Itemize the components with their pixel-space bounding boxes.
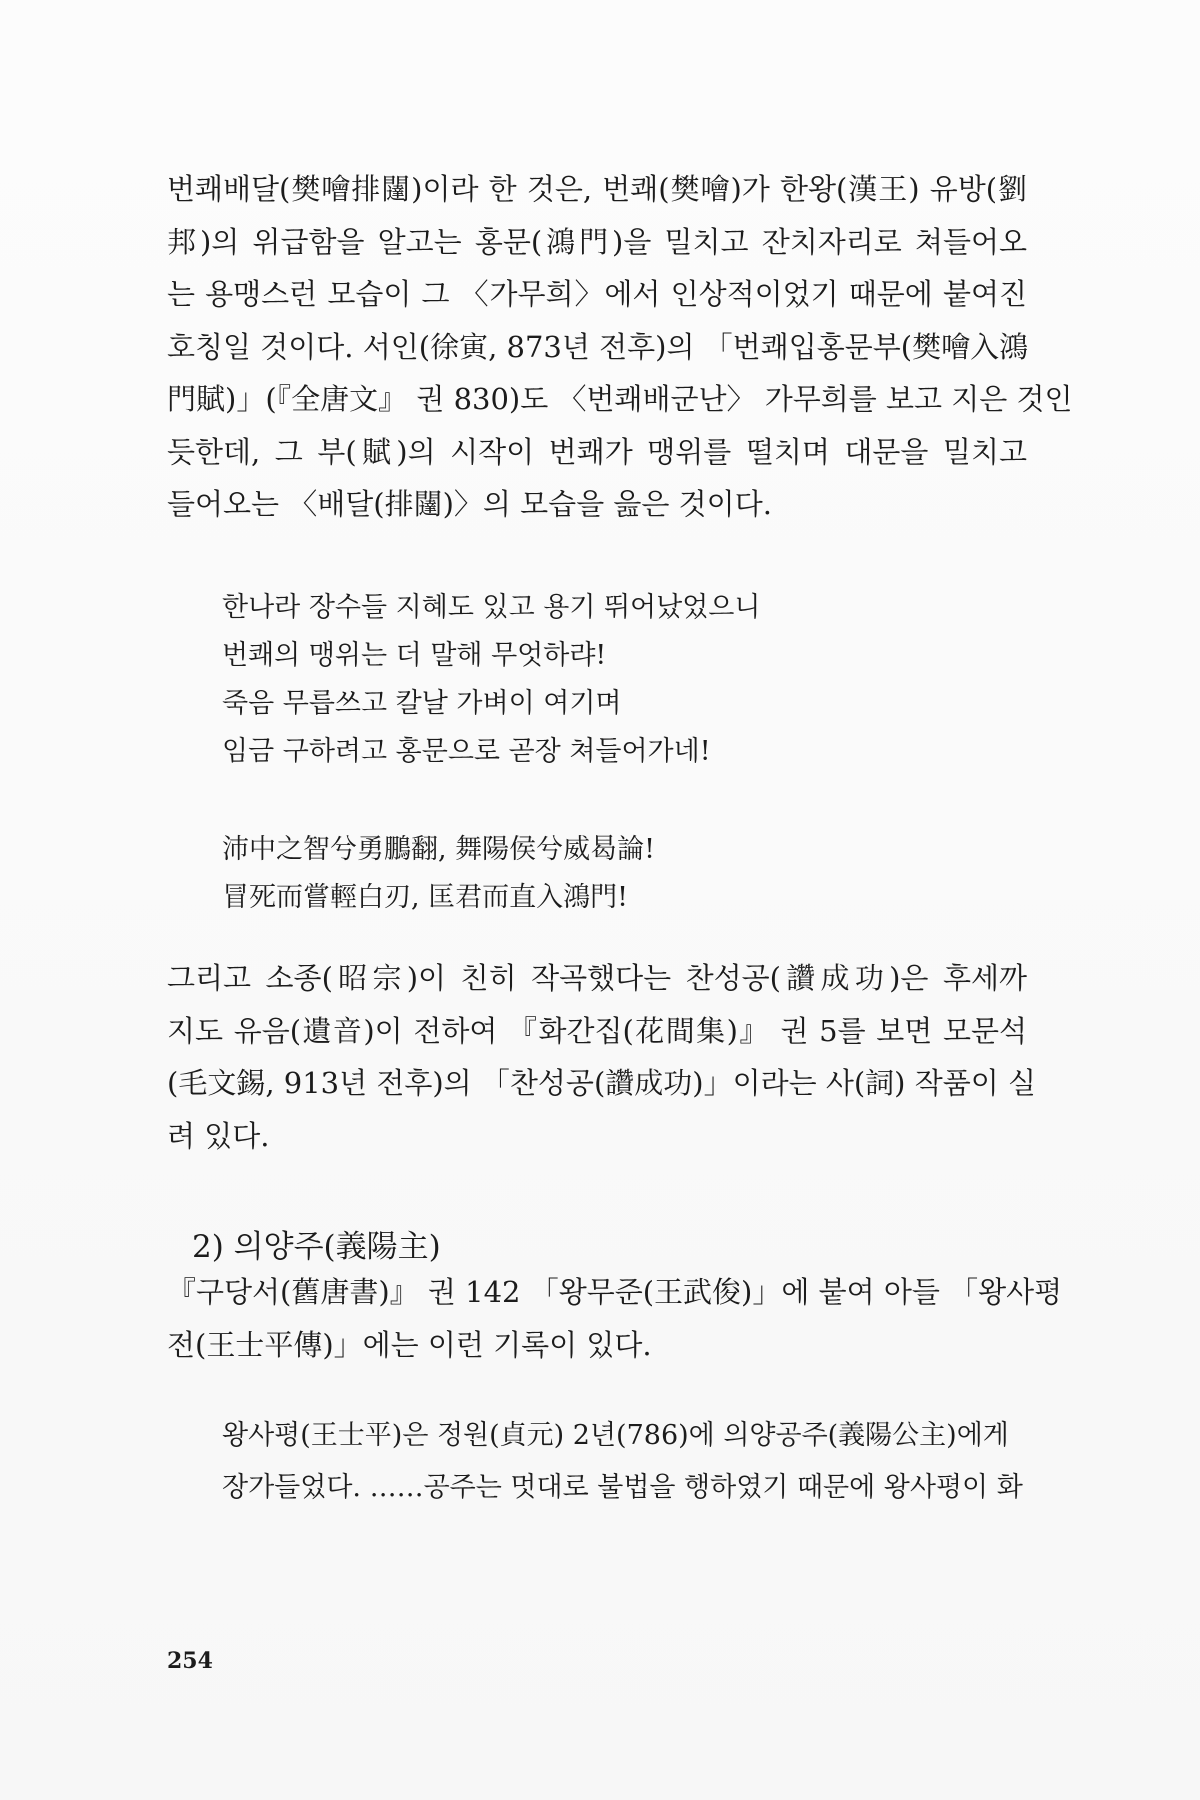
verse-line: 번쾌의 맹위는 더 말해 무엇하랴! — [222, 640, 607, 671]
block-quote — [222, 1410, 1027, 1514]
paragraph-line: 전(王士平傳)」에는 이런 기록이 있다. — [167, 1327, 652, 1362]
paragraph-line: 번쾌배달(樊噲排闥)이라 한 것은, 번쾌(樊噲)가 한왕(漢王) 유방(劉 — [167, 172, 1027, 206]
verse-line: 沛中之智兮勇鵬翻, 舞陽侯兮威曷論! — [222, 834, 656, 865]
paragraph-line: 들어오는 〈배달(排闥)〉의 모습을 읊은 것이다. — [167, 487, 772, 521]
paragraph-line: 지도 유음(遺音)이 전하여 『화간집(花間集)』 권 5를 보면 모문석 — [167, 1013, 1027, 1048]
paragraph-line: 듯한데, 그 부(賦)의 시작이 번쾌가 맹위를 떨치며 대문을 밀치고 — [167, 434, 1027, 469]
paragraph-line: 그리고 소종(昭宗)이 친히 작곡했다는 찬성공(讚成功)은 후세까 — [167, 961, 1027, 995]
page-number: 254 — [167, 1648, 213, 1674]
verse-line: 한나라 장수들 지혜도 있고 용기 뛰어났었으니 — [222, 592, 761, 623]
verse-line: 임금 구하려고 홍문으로 곧장 쳐들어가네! — [222, 736, 711, 767]
paragraph-line: (毛文錫, 913년 전후)의 「찬성공(讚成功)」이라는 사(詞) 작품이 실 — [167, 1066, 1036, 1100]
paragraph-line: 門賦)」(『全唐文』 권 830)도 〈번쾌배군난〉 가무희를 보고 지은 것인 — [167, 382, 1073, 416]
paragraph-line: 는 용맹스런 모습이 그 〈가무희〉에서 인상적이었기 때문에 붙여진 — [167, 277, 1027, 311]
poem-chinese-original — [222, 826, 1002, 922]
section-heading: 2) 의양주(義陽主) — [192, 1229, 441, 1265]
paragraph-line: 호칭일 것이다. 서인(徐寅, 873년 전후)의 「번쾌입홍문부(樊噲入鴻 — [167, 329, 1029, 364]
paragraph-old-tang-book — [167, 1266, 1063, 1371]
verse-line: 冒死而嘗輕白刃, 匡君而直入鴻門! — [222, 882, 629, 913]
paragraph-chanseonggong — [167, 952, 1036, 1162]
poem-korean-translation — [222, 584, 1002, 776]
paragraph-line: 邦)의 위급함을 알고는 홍문(鴻門)을 밀치고 잔치자리로 쳐들어오 — [167, 224, 1027, 259]
quote-line: 장가들었다. ……공주는 멋대로 불법을 행하였기 때문에 왕사평이 화 — [222, 1472, 1023, 1503]
paragraph-line: 려 있다. — [167, 1118, 270, 1153]
paragraph-line: 『구당서(舊唐書)』 권 142 「왕무준(王武俊)」에 붙여 아들 「왕사평 — [167, 1275, 1063, 1309]
verse-line: 죽음 무릅쓰고 칼날 가벼이 여기며 — [222, 688, 622, 719]
quote-line: 왕사평(王士平)은 정원(貞元) 2년(786)에 의양공주(義陽公主)에게 — [222, 1420, 1009, 1451]
paragraph-fanhui-paidal — [167, 163, 1073, 531]
